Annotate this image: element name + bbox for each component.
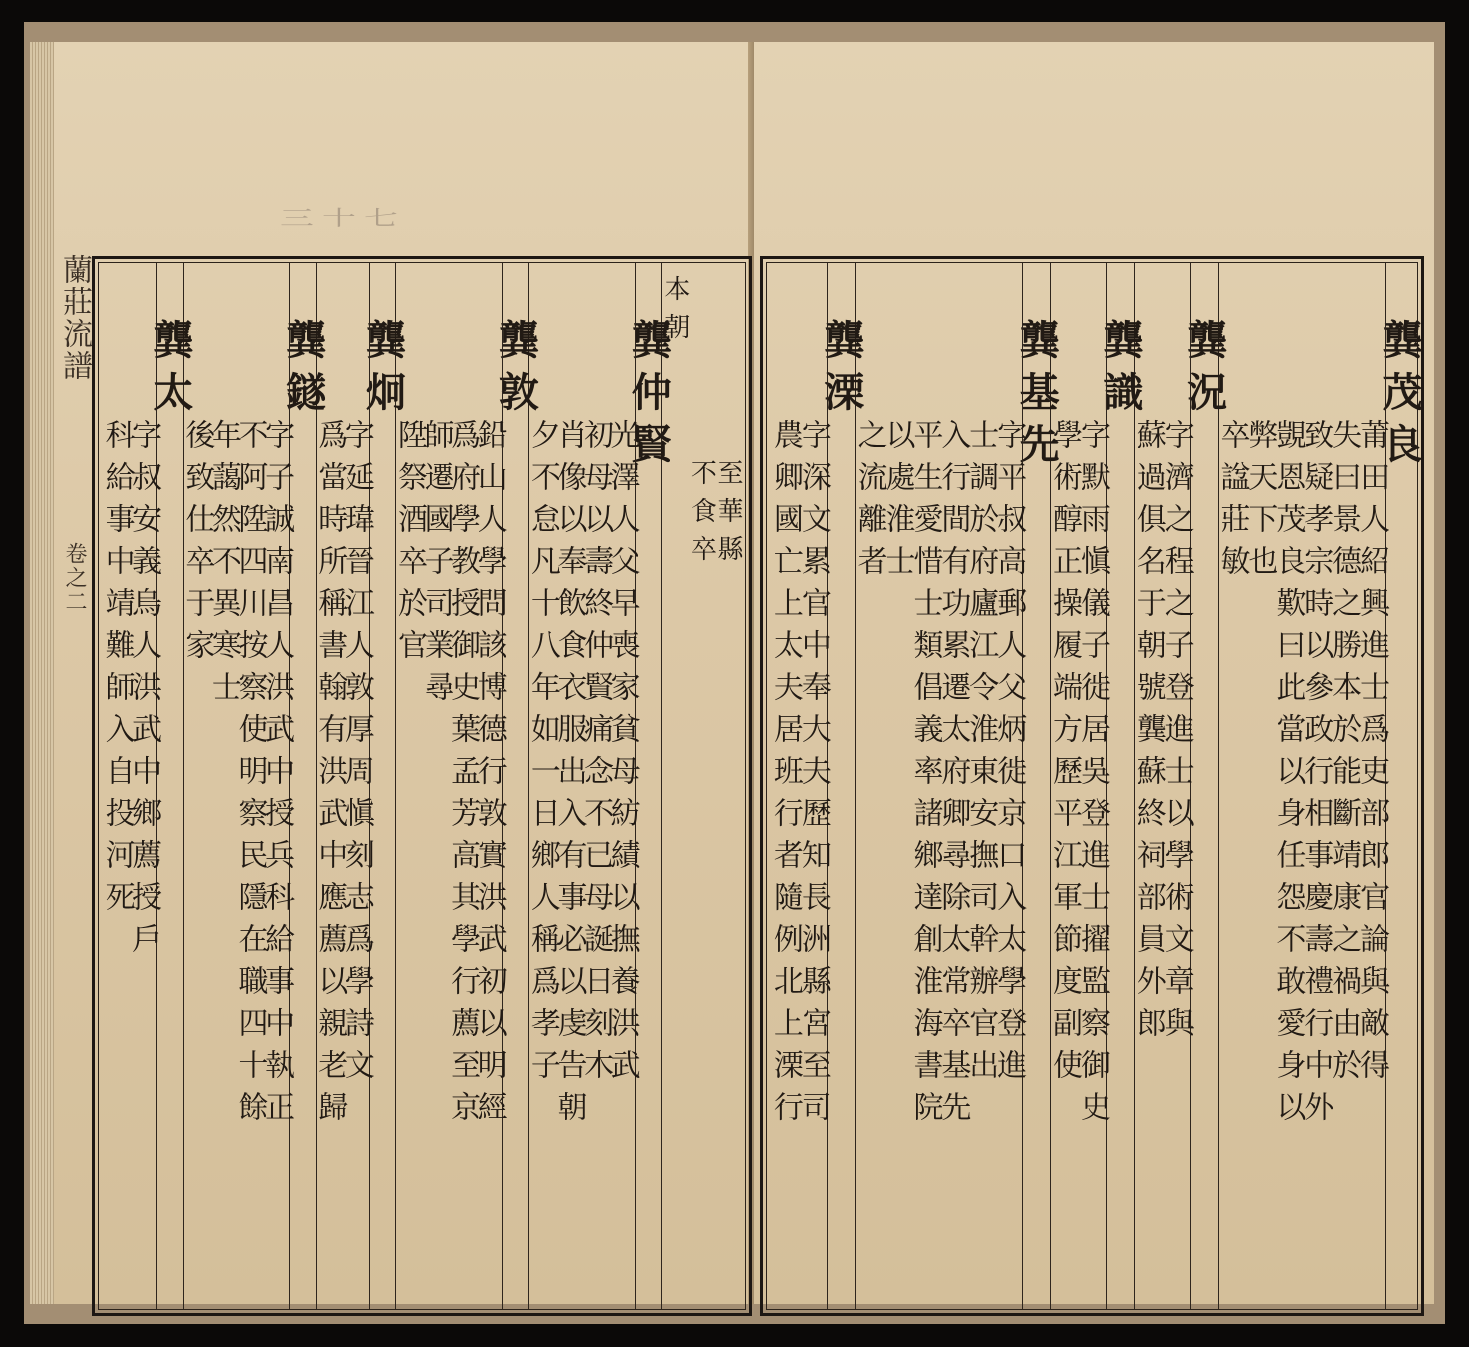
left_page-column-text: 肖像以奉飲食衣服出入有事必以虔告朝 <box>551 419 587 1133</box>
right-text-frame <box>760 256 1424 1316</box>
left_page-column-text: 科給事中靖難師入自投河死 <box>99 419 135 923</box>
right_page-column-text: 卒諡莊敏 <box>1214 419 1250 587</box>
right_page-column-name: 龔識 <box>1096 319 1144 423</box>
left_page-column-text: 初母以壽終仲賢痛念不已母誕日刻木 <box>578 419 614 1091</box>
right_page-column-text: 莆田人紹興進士爲吏部郎官論與敵得 <box>1354 419 1390 1091</box>
left_page-column-text: 光澤人父早喪家貧母紡績以撫養洪武 <box>604 419 640 1091</box>
left_page-column-name: 龔鐩 <box>279 319 327 423</box>
left_page-column-note: 不食卒 <box>686 459 717 573</box>
right_page-column-text: 失曰景德之勝本於能斷靖康之禍由於 <box>1326 419 1362 1091</box>
right_page-column-text: 字濟之程之子登進士以學術文章與 <box>1158 419 1194 1049</box>
left_page-column-note: 至華縣 <box>712 459 743 573</box>
right_page-column-text: 以處淮士 <box>879 419 915 587</box>
left_page-column-text: 年藹然不異寒士 <box>205 419 241 713</box>
page-edge-stack <box>30 42 54 1304</box>
right_page-column-text: 字默雨愼儀子徙居吳登進士擢監察御史 <box>1074 419 1110 1133</box>
left_page-column-text: 字叔安義烏人洪武中鄉薦授戶 <box>126 419 162 965</box>
right_page-column-text: 入行間有功累遷太府卿尋除太常卒基先 <box>935 419 971 1133</box>
left_page-column-text: 不阿陞四川按察使明察民隱在職四十餘 <box>232 419 268 1133</box>
right_page-column-text: 弊天下也 <box>1242 419 1278 587</box>
right_page-column-text: 平生愛惜士類倡義率諸鄉達創淮海書院 <box>907 419 943 1133</box>
book-spread <box>24 22 1445 1324</box>
left_page-column-name: 龔太 <box>146 319 194 423</box>
right_page-column-name: 龔基先 <box>1013 319 1061 475</box>
left-margin-juan: 卷之二 <box>62 542 87 614</box>
left-page <box>30 42 750 1304</box>
left_page-column-text: 後致仕卒于家 <box>179 419 215 671</box>
right_page-column-text: 字平叔高郵人父炳徙京口入太學登進 <box>991 419 1027 1091</box>
right_page-column-name: 龔溧 <box>817 319 865 423</box>
left-text-frame <box>92 256 752 1316</box>
right_page-column-text: 蘇過俱名于朝號龔蘇終祠部員外郎 <box>1130 419 1166 1049</box>
right_page-column-name: 龔況 <box>1180 319 1228 423</box>
left_page-column-name: 龔敦 <box>492 319 540 423</box>
left_page-column-text: 師遷國子司業尋 <box>418 419 454 713</box>
right_page-column-text: 學術醇正操履端方歷平江軍節度副使 <box>1047 419 1083 1091</box>
left-margin-title: 蘭莊流譜 <box>57 254 92 382</box>
right_page-column-text: 致疑孝宗時以參政行相事慶壽禮行中外 <box>1298 419 1334 1133</box>
right_page-column-text: 農卿國亡上太夫居班行者隨例北上溧行 <box>767 419 803 1133</box>
left_page-column-label: 本朝 <box>659 275 690 351</box>
left_page-column-text: 陞祭酒卒於官 <box>391 419 427 671</box>
left_page-column-text: 鉛山人學問該博德行敦實洪武初以明經 <box>471 419 507 1133</box>
right_page-column-text: 士調於府廬江令淮東安撫司幹辦官出 <box>963 419 999 1091</box>
right_page-column-text: 字深文累官中奉大夫歷知長洲縣宮至司 <box>795 419 831 1133</box>
left_page-column-name: 龔炯 <box>359 319 407 423</box>
bleed-through-stamp: 三十七 <box>280 206 406 231</box>
right_page-column-text: 之流離者 <box>851 419 887 587</box>
right_page-column-name: 龔茂良 <box>1375 319 1423 475</box>
left_page-column-text: 字延瑋晉江人敦厚周愼刻志爲學詩文 <box>338 419 374 1091</box>
right-page <box>754 42 1434 1304</box>
left_page-column-text: 字子誠南昌人洪武中授兵科給事中執正 <box>259 419 295 1133</box>
right_page-column-text: 覬恩茂良歎曰此當以身任怨不敢愛身以 <box>1270 419 1306 1133</box>
left_page-column-text: 爲府學教授御史葉孟芳高其學行薦至京 <box>445 419 481 1133</box>
left_page-column-text: 夕不怠凡十八年如一日鄉人稱爲孝子 <box>524 419 560 1091</box>
left_page-column-name: 龔仲賢 <box>625 319 673 475</box>
left_page-column-text: 爲當時所稱書翰有洪武中應薦以親老歸 <box>312 419 348 1133</box>
